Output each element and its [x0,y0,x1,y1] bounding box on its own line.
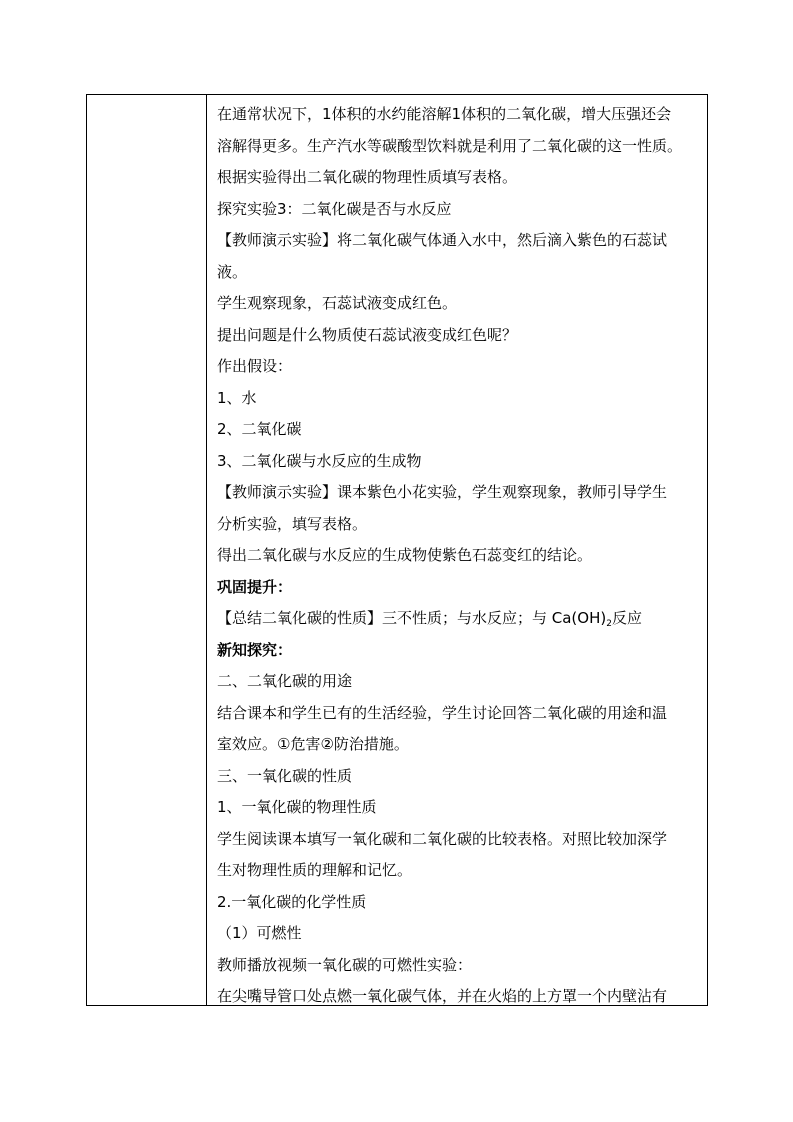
text-line: 三、一氧化碳的性质 [217,766,353,785]
text-line: 生对物理性质的理解和记忆。 [217,861,413,879]
text-line: （1）可燃性 [217,924,302,942]
text-line: 液。 [217,262,248,281]
text-line: 提出问题是什么物质使石蕊试液变成红色呢？ [217,325,518,344]
lesson-table [86,94,708,1006]
text-line: 【教师演示实验】将二氧化碳气体通入水中，然后滴入紫色的石蕊试 [217,231,668,249]
text-line: 教师播放视频一氧化碳的可燃性实验： [217,955,473,974]
text-line: 分析实验，填写表格。 [217,514,368,533]
text-line: 溶解得更多。生产汽水等碳酸型饮料就是利用了二氧化碳的这一性质。 [217,136,683,155]
text-line: 【教师演示实验】课本紫色小花实验，学生观察现象，教师引导学生 [217,483,668,501]
section-heading: 巩固提升： [217,577,293,596]
content-cell [208,95,707,1005]
text-line: 1、一氧化碳的物理性质 [217,798,377,816]
text-line: 根据实验得出二氧化碳的物理性质填写表格。 [217,168,518,186]
text-line: 学生阅读课本填写一氧化碳和二氧化碳的比较表格。对照比较加深学 [217,829,668,848]
text-line: 作出假设： [217,357,293,375]
text-line: 【总结二氧化碳的性质】三不性质；与水反应；与 $Ca(OH)_2$反应 [217,609,642,629]
text-line: 学生观察现象，石蕊试液变成红色。 [217,294,458,312]
text-line: 得出二氧化碳与水反应的生成物使紫色石蕊变红的结论。 [217,546,593,564]
text-line: 在尖嘴导管口处点燃一氧化碳气体，并在火焰的上方罩一个内壁沾有 [217,987,668,1005]
text-line: 2、二氧化碳 [217,420,302,438]
subscript: 2 [606,619,612,629]
text-line: 室效应。①危害②防治措施。 [217,735,409,753]
section-heading: 新知探究： [217,640,293,659]
text-line: 二、二氧化碳的用途 [217,672,353,690]
text-line: 探究实验3：二氧化碳是否与水反应 [217,199,452,218]
text-line: 结合课本和学生已有的生活经验，学生讨论回答二氧化碳的用途和温 [217,703,668,722]
text-line: 3、二氧化碳与水反应的生成物 [217,451,422,470]
text-line: 1、水 [217,388,257,407]
text-line: 在通常状况下，1体积的水约能溶解1体积的二氧化碳，增大压强还会 [217,105,672,123]
left-column-cell [87,95,207,1005]
text-line: 2.一氧化碳的化学性质 [217,892,367,911]
